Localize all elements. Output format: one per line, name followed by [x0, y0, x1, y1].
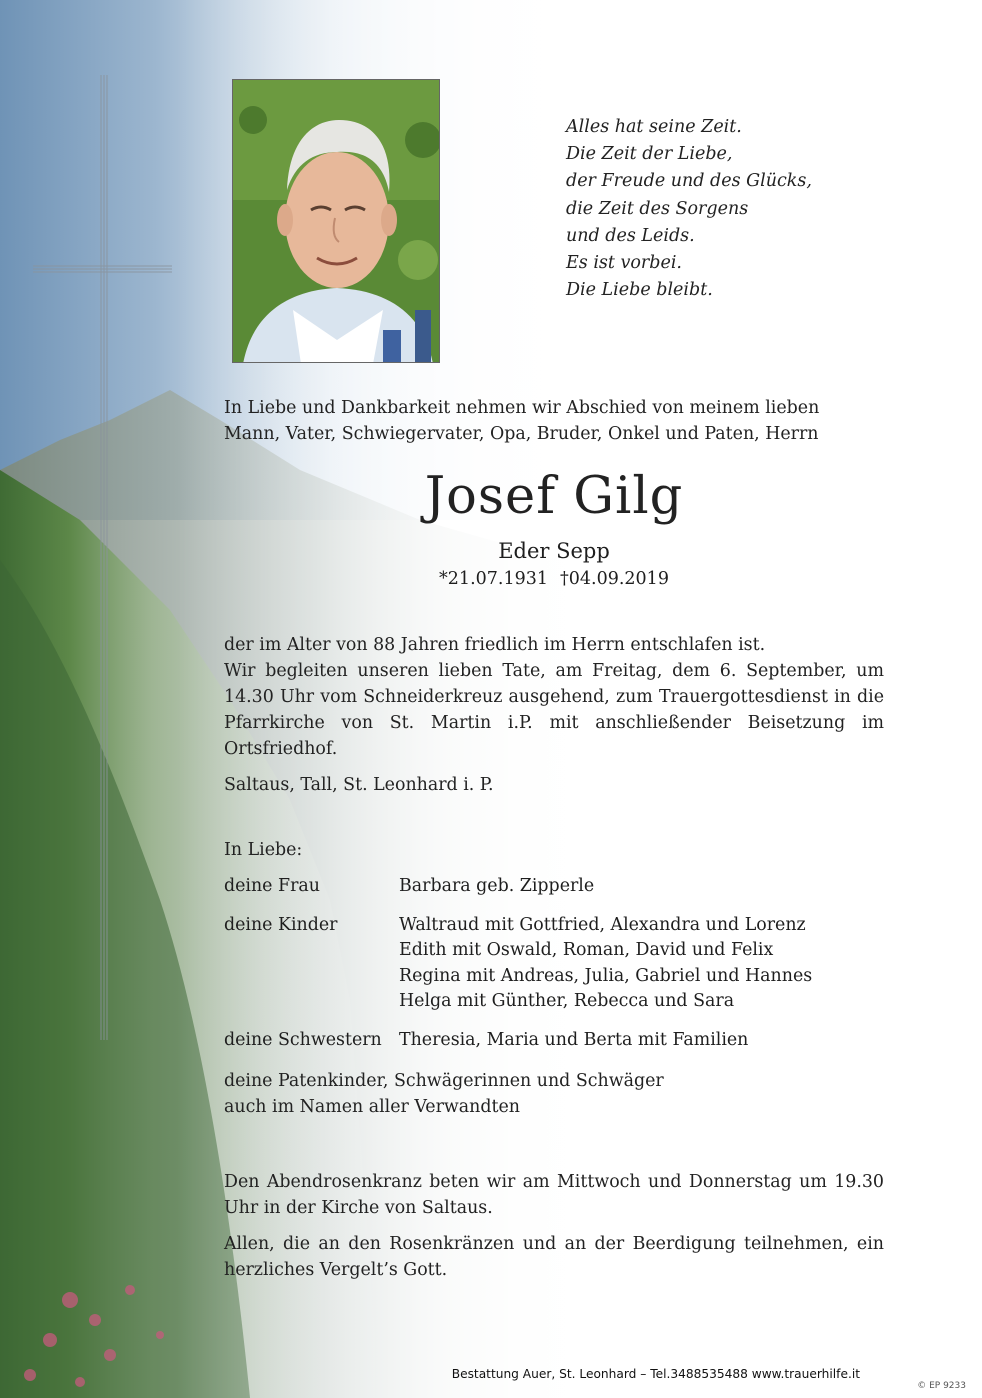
poem-line: die Zeit des Sorgens: [566, 198, 749, 219]
family-label: deine Frau: [224, 876, 320, 896]
godchildren-line: deine Patenkinder, Schwägerinnen und Schwäger: [224, 1071, 664, 1091]
rosary-text: Den Abendrosenkranz beten wir am Mittwoch und Donnerstag um 19.30 Uhr in der Kirche von Saltaus.: [224, 1172, 884, 1218]
intro-line: In Liebe und Dankbarkeit nehmen wir Abschied von meinem lieben: [224, 398, 820, 418]
deceased-nickname: Eder Sepp: [498, 539, 610, 563]
intro-line: Mann, Vater, Schwiegervater, Opa, Bruder, Onkel und Paten, Herrn: [224, 424, 819, 444]
child-line: Regina mit Andreas, Julia, Gabriel und Hannes: [399, 965, 813, 986]
deceased-name: Josef Gilg: [424, 467, 684, 526]
poem-line: und des Leids.: [566, 225, 695, 246]
child-line: Edith mit Oswald, Roman, David und Felix: [399, 940, 774, 961]
intro-text: [224, 395, 884, 447]
family-label: deine Kinder: [224, 915, 338, 935]
life-dates: [224, 566, 884, 592]
announcement-line: der im Alter von 88 Jahren friedlich im Herrn entschlafen ist.: [224, 635, 766, 655]
family-label: deine Schwestern: [224, 1030, 382, 1050]
poem-line: Alles hat seine Zeit.: [566, 117, 742, 137]
announcement: [224, 632, 884, 798]
child-line: Waltraud mit Gottfried, Alexandra und Lorenz: [399, 915, 806, 935]
birth-date: *21.07.1931: [439, 569, 548, 589]
poem-line: Die Zeit der Liebe,: [566, 144, 733, 165]
footer-funeral-home: Bestattung Auer, St. Leonhard – Tel.3488535488 www.trauerhilfe.it: [451, 1367, 860, 1381]
poem-line: der Freude und des Glücks,: [566, 171, 812, 192]
poem-line: Die Liebe bleibt.: [566, 280, 713, 301]
poem: [566, 114, 812, 304]
death-date: †04.09.2019: [560, 569, 669, 589]
family-heading: In Liebe:: [224, 840, 303, 860]
places: Saltaus, Tall, St. Leonhard i. P.: [224, 775, 494, 795]
family-names: Theresia, Maria und Berta mit Familien: [399, 1030, 749, 1050]
family-names: Barbara geb. Zipperle: [399, 876, 595, 896]
relatives-line: auch im Namen aller Verwandten: [224, 1097, 520, 1117]
cross-icon: [0, 0, 200, 1100]
print-code: © EP 9233: [917, 1381, 966, 1391]
poem-line: Es ist vorbei.: [566, 253, 682, 274]
family-names: [399, 913, 812, 1015]
child-line: Helga mit Günther, Rebecca und Sara: [399, 991, 735, 1012]
thanks-text: Allen, die an den Rosenkränzen und an der Beerdigung teilnehmen, ein herzliches Vergelt’s Gott.: [224, 1234, 884, 1280]
rosary-note: [224, 1169, 884, 1283]
portrait-photo: [232, 79, 440, 363]
family-closing: [224, 1068, 884, 1120]
announcement-body: Wir begleiten unseren lieben Tate, am Freitag, dem 6. September, um 14.30 Uhr vom Schneiderkreuz ausgehend, zum Trauergottesdienst in die Pfarrkirche von St. Martin i.P. mit anschließender Beisetzung im Ortsfriedhof.: [224, 661, 884, 759]
